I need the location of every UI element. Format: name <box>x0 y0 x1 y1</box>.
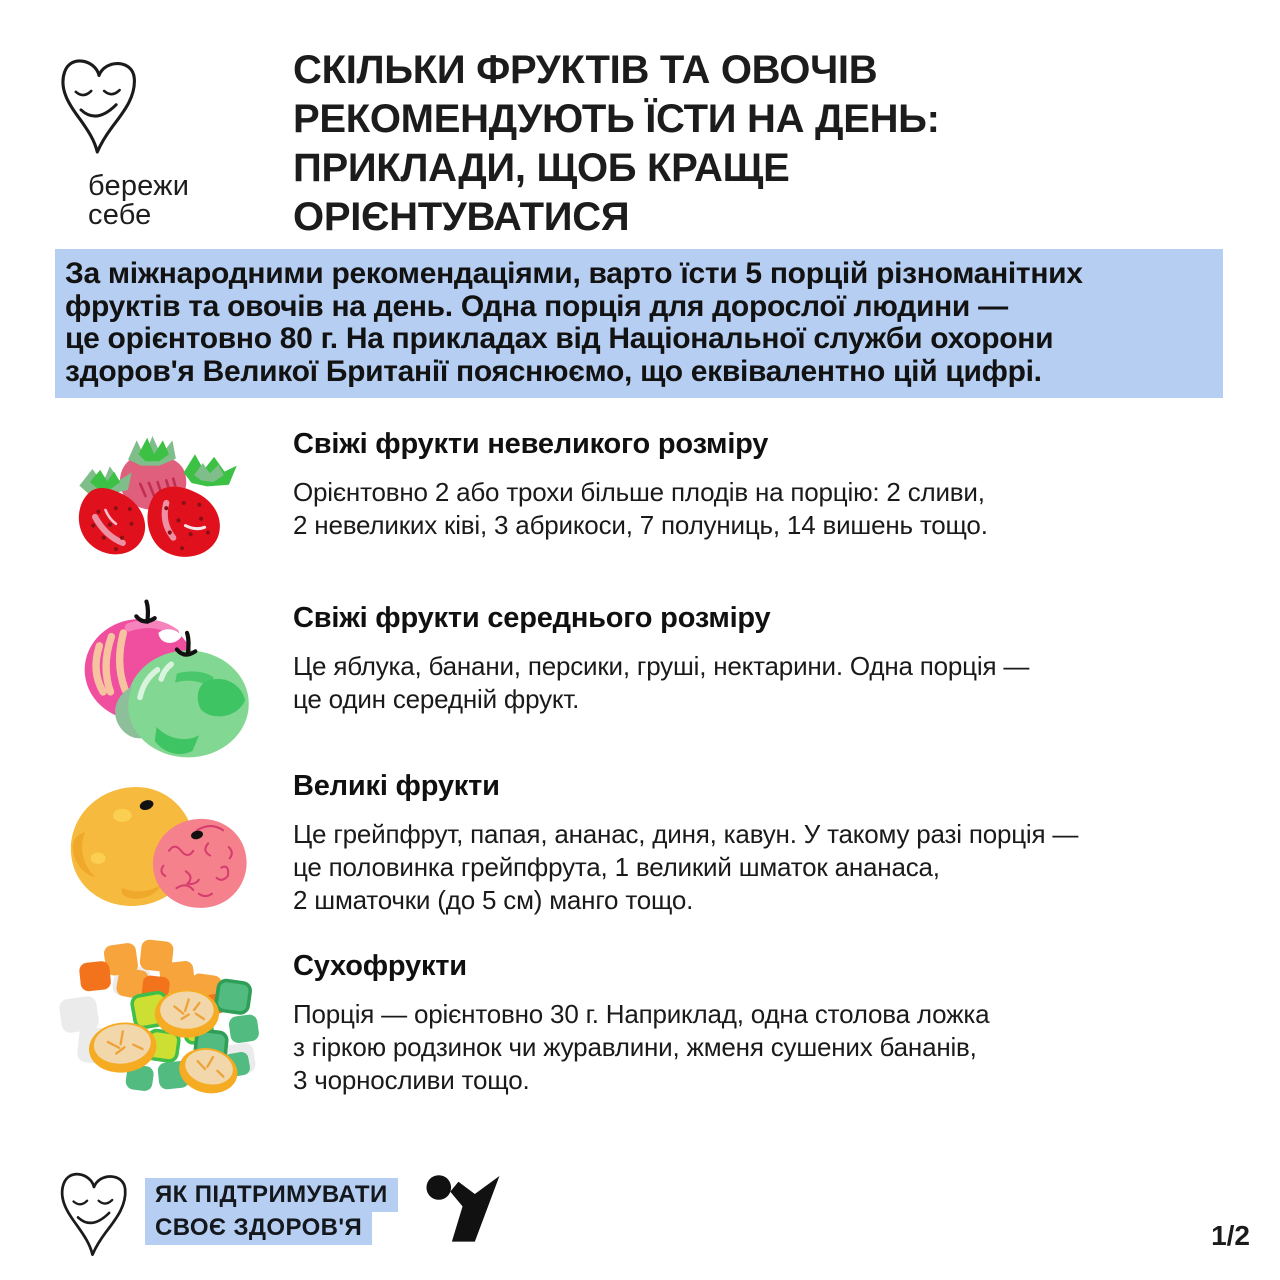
section-body: Орієнтовно 2 або трохи більше плодів на порцію: 2 сливи, 2 невеликих ківі, 3 абрикоси, 7 полуниць, 14 вишень тощо. <box>293 477 988 540</box>
section-medium-fruits-text <box>293 602 1029 716</box>
strawberries-icon <box>55 422 287 595</box>
check-mark-icon <box>424 1170 506 1251</box>
page-number: 1/2 <box>1211 1220 1250 1251</box>
section-body: Це яблука, банани, персики, груші, нектарини. Одна порція — це один середній фрукт. <box>293 651 1030 714</box>
section-medium-fruits <box>55 596 1225 764</box>
section-heading: Сухофрукти <box>293 950 467 982</box>
section-heading: Свіжі фрукти невеликого розміру <box>293 428 769 460</box>
heart-face-icon <box>56 44 142 168</box>
dried-fruits-icon <box>55 938 287 1105</box>
section-dried-fruits-text <box>293 950 989 1097</box>
brand-logo <box>56 44 276 231</box>
footer-label: ЯК ПІДТРИМУВАТИ СВОЄ ЗДОРОВ'Я <box>145 1178 398 1245</box>
grapefruit-icon <box>55 778 287 923</box>
section-dried-fruits <box>55 938 1225 1108</box>
apples-icon <box>67 596 299 767</box>
footer-heart-icon <box>56 1164 132 1269</box>
intro-highlight: За міжнародними рекомендаціями, варто їсти 5 порцій різноманітних фруктів та овочів на день. Одна порція для дорослої людини — це орієнтовно 80 г. На прикладах від Національної служби охорони здоров'я Великої Британії пояснюємо, що еквівалентно цій цифрі. <box>55 249 1223 398</box>
section-large-fruits-text <box>293 770 1078 917</box>
section-large-fruits <box>55 764 1225 932</box>
section-small-fruits-text <box>293 428 988 542</box>
page-title: СКІЛЬКИ ФРУКТІВ ТА ОВОЧІВ РЕКОМЕНДУЮТЬ ЇСТИ НА ДЕНЬ: ПРИКЛАДИ, ЩОБ КРАЩЕ ОРІЄНТУВАТИСЯ <box>293 48 940 239</box>
section-small-fruits <box>55 422 1225 594</box>
section-heading: Великі фрукти <box>293 770 500 802</box>
brand-wordmark: бережи себе <box>88 170 190 231</box>
section-heading: Свіжі фрукти середнього розміру <box>293 602 771 634</box>
section-body: Це грейпфрут, папая, ананас, диня, кавун. У такому разі порція — це половинка грейпфрута, 1 великий шматок ананаса, 2 шматочки (до 5 см) манго тощо. <box>293 819 1079 915</box>
section-body: Порція — орієнтовно 30 г. Наприклад, одна столова ложка з гіркою родзинок чи журавлини, жменя сушених бананів, 3 чорносливи тощо. <box>293 999 990 1095</box>
